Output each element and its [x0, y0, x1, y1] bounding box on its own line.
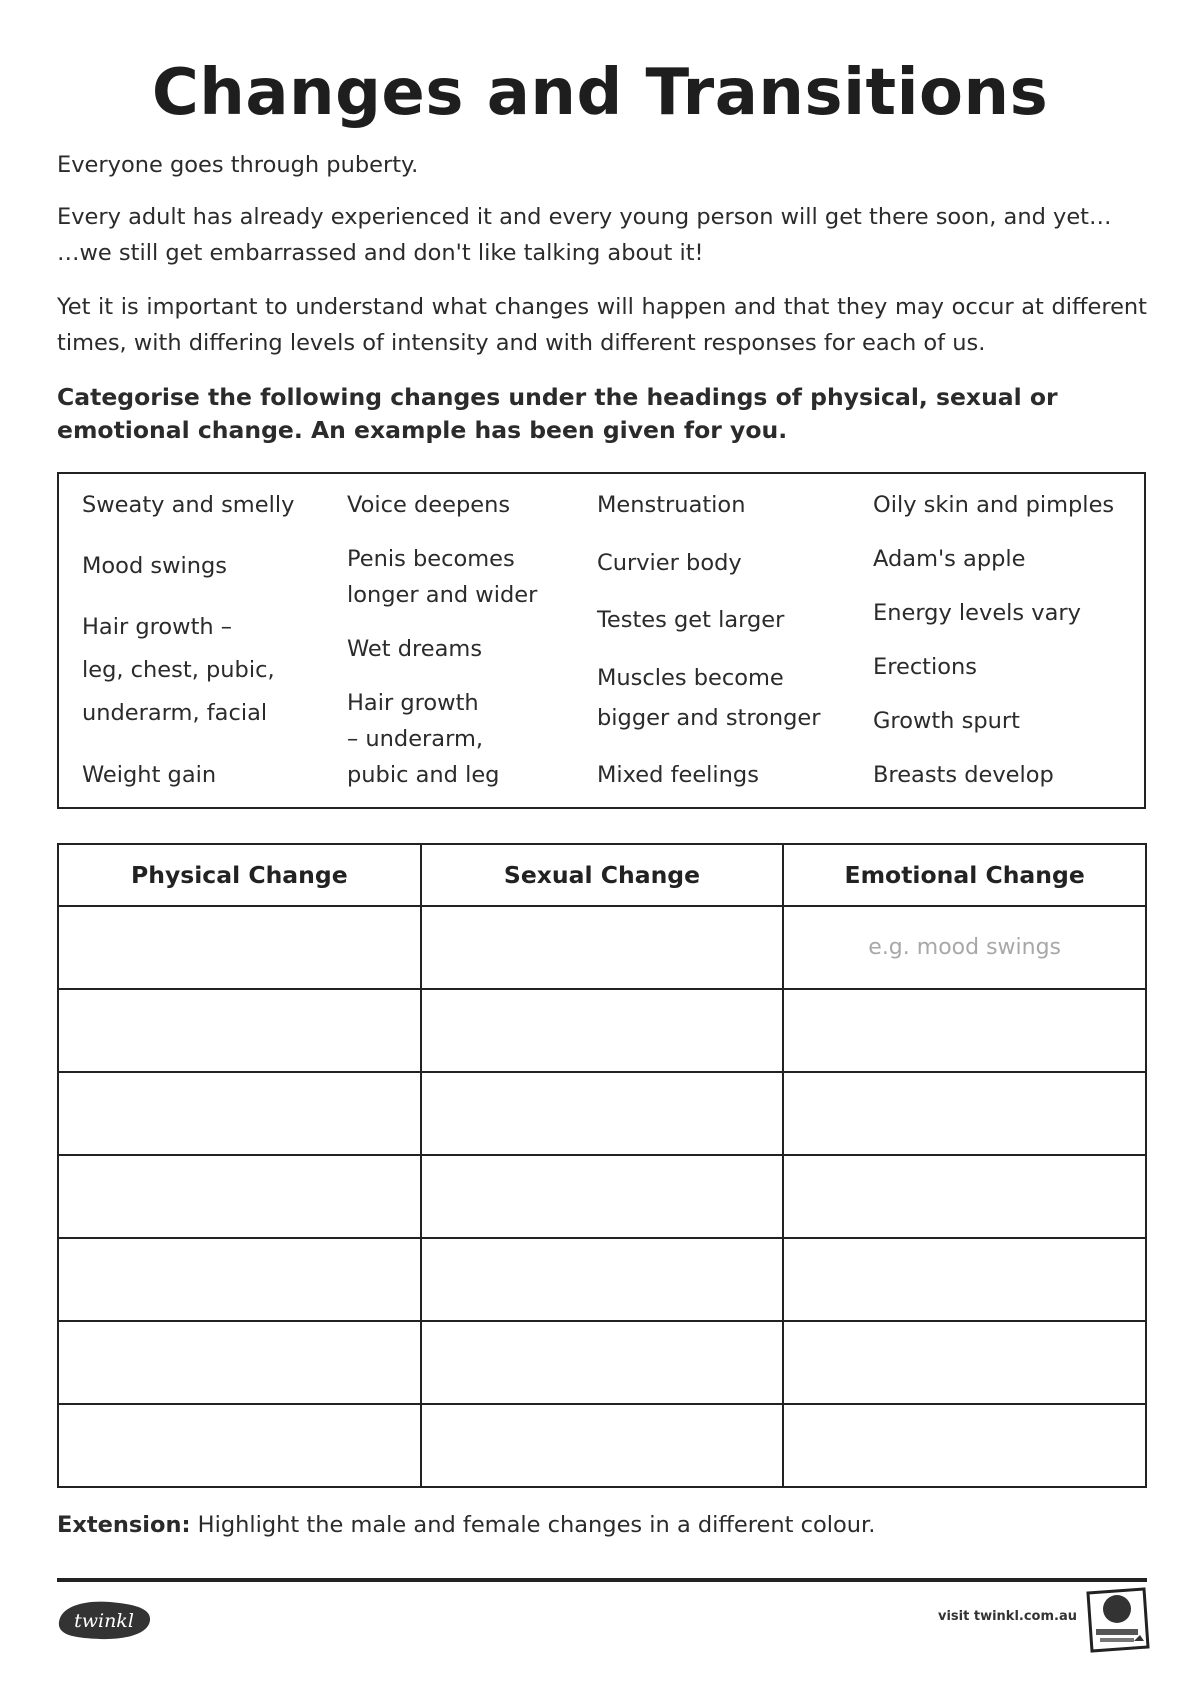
- quality-badge-icon: [1082, 1585, 1152, 1655]
- header-sexual-change: Sexual Change: [421, 844, 784, 906]
- physical-cell[interactable]: [58, 1321, 421, 1404]
- logo-text: twinkl: [74, 1610, 134, 1632]
- word-bank-item: Muscles become: [597, 665, 784, 691]
- emotional-cell[interactable]: [783, 1321, 1146, 1404]
- physical-cell[interactable]: [58, 1404, 421, 1487]
- header-physical-change: Physical Change: [58, 844, 421, 906]
- physical-cell[interactable]: [58, 1238, 421, 1321]
- page-title: Changes and Transitions: [151, 56, 1049, 130]
- word-bank-item: Penis becomes: [347, 546, 515, 572]
- word-bank-item: Weight gain: [82, 762, 217, 788]
- word-bank-item: – underarm,: [347, 726, 484, 752]
- emotional-cell[interactable]: [783, 1404, 1146, 1487]
- word-bank-item: Wet dreams: [347, 636, 483, 662]
- intro-paragraph-3: Yet it is important to understand what changes will happen and that they may occur at different times, with differing levels of intensity and with different responses for each of us.: [57, 294, 1147, 356]
- physical-cell[interactable]: [58, 906, 421, 989]
- sexual-cell[interactable]: [421, 1404, 784, 1487]
- word-bank-item: Energy levels vary: [873, 600, 1081, 626]
- word-bank-item: leg, chest, pubic,: [82, 657, 275, 683]
- word-bank-item: Curvier body: [597, 550, 742, 576]
- word-bank-item: underarm, facial: [82, 700, 268, 726]
- sexual-cell[interactable]: [421, 1072, 784, 1155]
- emotional-cell[interactable]: [783, 989, 1146, 1072]
- visit-link[interactable]: visit twinkl.com.au: [938, 1609, 1077, 1624]
- categorise-table: [57, 843, 1147, 1488]
- extension-label: Extension:: [57, 1512, 191, 1538]
- intro-paragraph-1: Everyone goes through puberty.: [57, 152, 419, 178]
- table-row: [58, 1404, 1146, 1487]
- sexual-cell[interactable]: [421, 906, 784, 989]
- intro-paragraph-2-line-1: Every adult has already experienced it and every young person will get there soon, and yet…: [57, 204, 1112, 230]
- sexual-cell[interactable]: [421, 1155, 784, 1238]
- word-bank-item: Breasts develop: [873, 762, 1054, 788]
- word-bank-item: Menstruation: [597, 492, 746, 518]
- table-header-row: [58, 844, 1146, 906]
- sexual-cell[interactable]: [421, 1321, 784, 1404]
- extension-task: [57, 1512, 875, 1538]
- word-bank-item: longer and wider: [347, 582, 538, 608]
- twinkl-logo[interactable]: [55, 1596, 153, 1644]
- word-bank-item: Testes get larger: [597, 607, 785, 633]
- emotional-cell[interactable]: [783, 1155, 1146, 1238]
- physical-cell[interactable]: [58, 989, 421, 1072]
- table-row: [58, 1072, 1146, 1155]
- extension-text: Highlight the male and female changes in a different colour.: [197, 1512, 876, 1538]
- header-emotional-change: Emotional Change: [783, 844, 1146, 906]
- instructions: Categorise the following changes under the headings of physical, sexual or emotional change. An example has been given for you.: [57, 383, 1058, 444]
- footer-divider: [57, 1578, 1147, 1582]
- word-bank-item: Mood swings: [82, 553, 228, 579]
- word-bank-item: Mixed feelings: [597, 762, 759, 788]
- table-row: [58, 906, 1146, 989]
- table-row: [58, 989, 1146, 1072]
- word-bank-item: Growth spurt: [873, 708, 1020, 734]
- table-row: [58, 1238, 1146, 1321]
- physical-cell[interactable]: [58, 1072, 421, 1155]
- example-answer: e.g. mood swings: [868, 935, 1062, 960]
- sexual-cell[interactable]: [421, 1238, 784, 1321]
- table-row: [58, 1321, 1146, 1404]
- word-bank-item: Hair growth: [347, 690, 479, 716]
- physical-cell[interactable]: [58, 1155, 421, 1238]
- emotional-cell[interactable]: [783, 906, 1146, 989]
- word-bank-item: Adam's apple: [873, 546, 1026, 572]
- emotional-cell[interactable]: [783, 1072, 1146, 1155]
- sexual-cell[interactable]: [421, 989, 784, 1072]
- word-bank-item: Sweaty and smelly: [82, 492, 295, 518]
- word-bank-item: Oily skin and pimples: [873, 492, 1115, 518]
- emotional-cell[interactable]: [783, 1238, 1146, 1321]
- word-bank: [57, 472, 1146, 809]
- word-bank-item: bigger and stronger: [597, 705, 821, 731]
- word-bank-item: Voice deepens: [347, 492, 511, 518]
- word-bank-item: Erections: [873, 654, 978, 680]
- word-bank-item: pubic and leg: [347, 762, 500, 788]
- word-bank-item: Hair growth –: [82, 614, 233, 640]
- table-row: [58, 1155, 1146, 1238]
- intro-paragraph-2-line-2: …we still get embarrassed and don't like talking about it!: [57, 240, 704, 266]
